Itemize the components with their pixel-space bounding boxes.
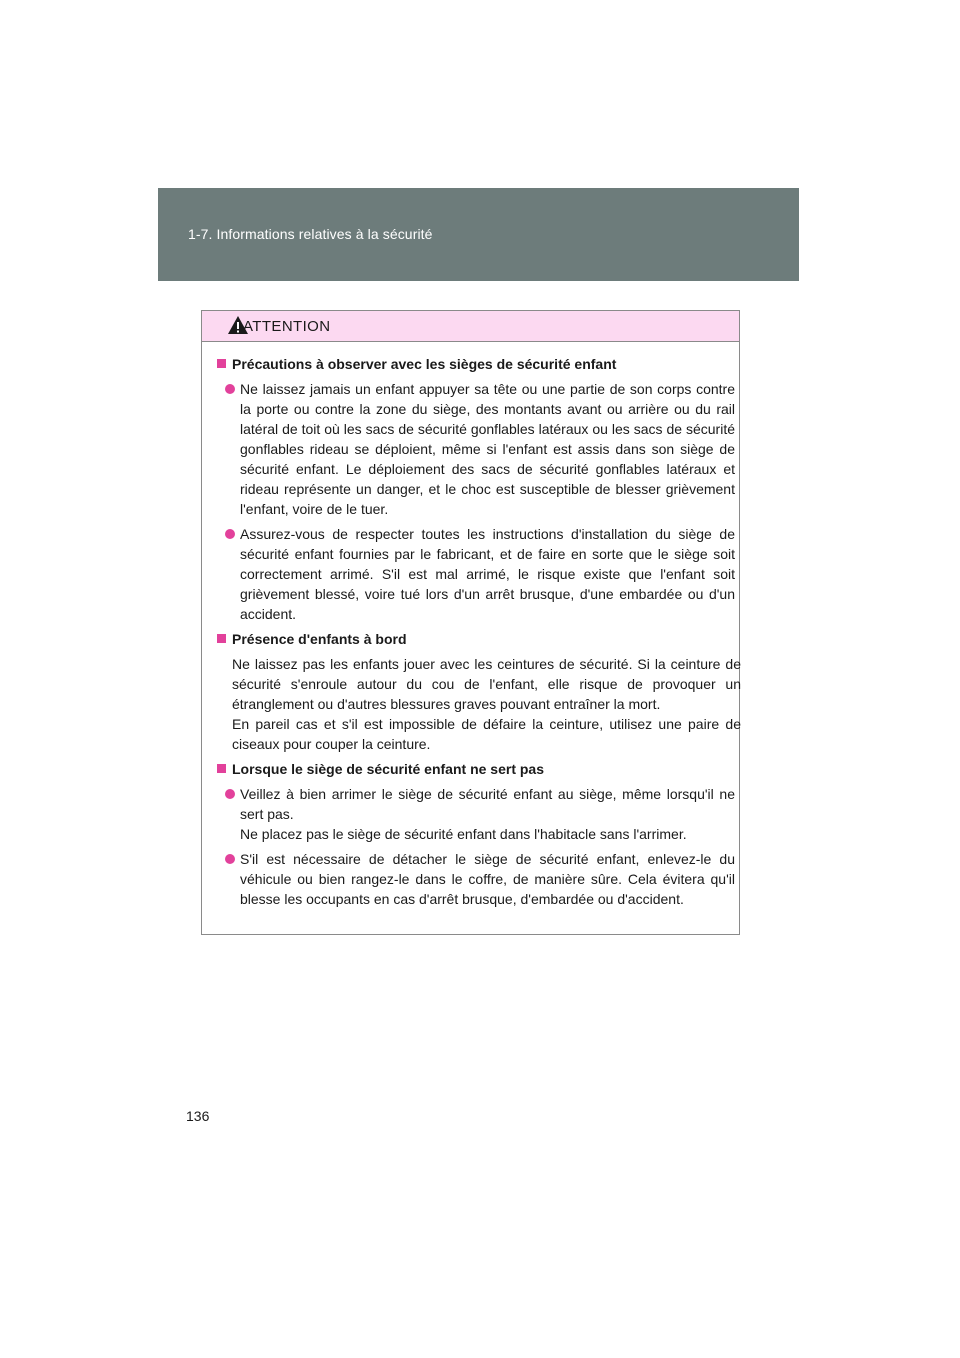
subheading-children-on-board [217,629,735,649]
circle-bullet-icon [225,789,235,799]
circle-bullet-icon [225,384,235,394]
warning-header [202,311,739,342]
section-title: 1-7. Informations relatives à la sécurité [188,226,433,242]
square-bullet-icon [217,634,226,643]
subheading-seat-not-in-use [217,759,735,779]
warning-box [201,310,740,935]
bullet-text: Assurez-vous de respecter toutes les instructions d'installation du siège de sécurité enfant fournies par le fabricant, et de faire en sorte que le siège soit correctement arrimé. S'il est mal arrimé, le risque existe que l'enfant soit grièvement blessé, voire tué lors d'un arrêt brusque, d'une embardée ou d'un accident. [240,526,735,622]
paragraph-text: En pareil cas et s'il est impossible de défaire la ceinture, utilisez une paire de ciseaux pour couper la ceinture. [232,716,741,752]
subheading-text: Présence d'enfants à bord [232,631,407,647]
list-item [225,849,735,909]
page-number: 136 [186,1108,210,1124]
warning-content [202,342,739,909]
square-bullet-icon [217,359,226,368]
paragraph-text: Ne laissez pas les enfants jouer avec les ceintures de sécurité. Si la ceinture de sécurité s'enroule autour du cou de l'enfant, elle risque de provoquer un étranglement ou d'autres blessures graves pouvant entraîner la mort. [232,656,741,712]
paragraph [232,654,741,754]
bullet-text: Ne laissez jamais un enfant appuyer sa tête ou une partie de son corps contre la porte ou contre la zone du siège, des montants avant ou arrière ou du rail latéral de toit où les sacs de sécurité gonflables latéraux ou les sacs de sécurité gonflables rideau se déploient, même si l'enfant est assis dans son siège de sécurité enfant. Le déploiement des sacs de sécurité gonflables latéraux et rideau représente un danger, et le choc est susceptible de blesser grièvement l'enfant, voire de le tuer. [240,381,735,517]
section-header-bar [158,188,799,281]
circle-bullet-icon [225,529,235,539]
bullet-line: Veillez à bien arrimer le siège de sécurité enfant au siège, même lorsqu'il ne sert pas. [240,786,735,822]
subheading-precautions [217,354,735,374]
list-item [225,524,735,624]
bullet-text: S'il est nécessaire de détacher le siège de sécurité enfant, enlevez-le du véhicule ou bien rangez-le dans le coffre, de manière sûre. Cela évitera qu'il blesse les occupants en cas d'arrêt brusque, d'embardée ou d'accident. [240,851,735,907]
list-item [225,784,735,844]
subheading-text: Précautions à observer avec les sièges de sécurité enfant [232,356,617,372]
warning-title: ATTENTION [243,318,331,335]
circle-bullet-icon [225,854,235,864]
bullet-text [240,784,735,844]
list-item [225,379,735,519]
square-bullet-icon [217,764,226,773]
bullet-line: Ne placez pas le siège de sécurité enfant dans l'habitacle sans l'arrimer. [240,826,687,842]
subheading-text: Lorsque le siège de sécurité enfant ne sert pas [232,761,544,777]
